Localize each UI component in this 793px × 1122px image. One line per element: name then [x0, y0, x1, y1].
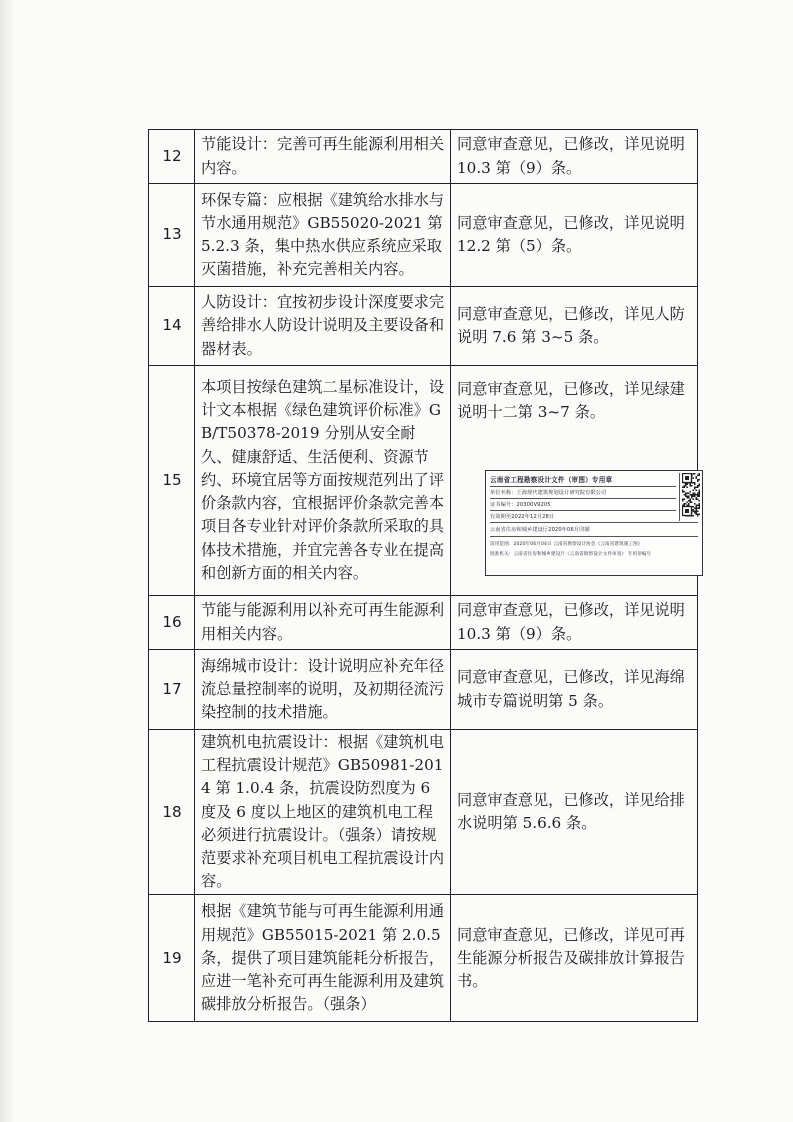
- table-row: [149, 650, 698, 730]
- review-comment: 人防设计：宜按初步设计深度要求完善给排水人防设计说明及主要设备和器材表。: [195, 287, 451, 366]
- review-comment: 环保专篇：应根据《建筑给水排水与节水通用规范》GB55020-2021 第 5.2.3 条，集中热水供应系统应采取灭菌措施，补充完善相关内容。: [195, 184, 451, 287]
- review-comment: 节能设计：完善可再生能源利用相关内容。: [195, 130, 451, 184]
- response-text: 同意审查意见，已修改，详见人防说明 7.6 第 3~5 条。: [451, 287, 698, 366]
- table-row: [149, 895, 698, 1022]
- qr-code-icon: [679, 473, 700, 521]
- row-number: 16: [149, 596, 195, 650]
- review-comment: 节能与能源利用以补充可再生能源利用相关内容。: [195, 596, 451, 650]
- response-text: 同意审查意见，已修改，详见可再生能源分析报告及碳排放计算报告书。: [451, 895, 698, 1022]
- stamp-divider: [490, 536, 698, 537]
- row-number: 14: [149, 287, 195, 366]
- row-number: 18: [149, 730, 195, 895]
- review-comment: 本项目按绿色建筑二星标准设计，设计文本根据《绿色建筑评价标准》GB/T50378-2019 分别从安全耐久、健康舒适、生活便利、资源节约、环境宜居等方面按规范列出了评价条款内容，宜根据评价条款完善本项目各专业针对评价条款所采取的具体技术措施，并宜完善各专业在提高和创新方面的相关内容。: [195, 366, 451, 596]
- review-comment: 建筑机电抗震设计：根据《建筑机电工程抗震设计规范》GB50981-2014 第 1.0.4 条，抗震设防烈度为 6 度及 6 度以上地区的建筑机电工程必须进行抗震设计。（强条）请按规范要求补充项目机电工程抗震设计内容。: [195, 730, 451, 895]
- table-row: [149, 730, 698, 895]
- response-text: 同意审查意见，已修改，详见说明 10.3 第（9）条。: [451, 130, 698, 184]
- response-text: 同意审查意见，已修改，详见绿建说明十二第 3~7 条。: [451, 366, 698, 596]
- row-number: 19: [149, 895, 195, 1022]
- table-row: [149, 184, 698, 287]
- table-row: [149, 596, 698, 650]
- stamp-approver: 批准机关：云南省住房和城乡建设厅《云南省勘察设计文件审查》 专用章编号: [490, 552, 652, 557]
- row-number: 15: [149, 366, 195, 596]
- row-number: 17: [149, 650, 195, 730]
- stamp-divider: [490, 486, 676, 487]
- response-text: 同意审查意见，已修改，详见说明 12.2 第（5）条。: [451, 184, 698, 287]
- table-row: [149, 287, 698, 366]
- response-text: 同意审查意见，已修改，详见说明 10.3 第（9）条。: [451, 596, 698, 650]
- response-text: 同意审查意见，已修改，详见海绵城市专篇说明第 5 条。: [451, 650, 698, 730]
- stamp-issuer: 云南省住房和城乡建设厅2020年06月印制: [490, 527, 590, 533]
- row-number: 13: [149, 184, 195, 287]
- stamp-certificate-no: 证书编号：20300V9205: [490, 502, 551, 508]
- stamp-scope: 适用范围：2020年06月04日 云南省勘察设计协会《云南省建筑施工图》: [490, 542, 643, 547]
- row-number: 12: [149, 130, 195, 184]
- table-row: [149, 130, 698, 184]
- stamp-title: 云南省工程勘察设计文件（审图）专用章: [490, 476, 613, 484]
- stamp-divider: [490, 510, 676, 511]
- review-comment: 根据《建筑节能与可再生能源利用通用规范》GB55015-2021 第 2.0.5 条，提供了项目建筑能耗分析报告，应进一笔补充可再生能源利用及建筑碳排放分析报告。（强条）: [195, 895, 451, 1022]
- response-text: 同意审查意见，已修改，详见给排水说明第 5.6.6 条。: [451, 730, 698, 895]
- stamp-divider: [490, 522, 698, 523]
- scan-edge-shadow: [0, 0, 14, 1122]
- stamp-valid-until: 有效期至2022年12月28日: [490, 514, 555, 520]
- stamp-unit-name: 单位名称：上海现代建筑规划设计研究院有限公司: [490, 490, 607, 496]
- review-seal-stamp: [485, 470, 703, 576]
- stamp-divider: [490, 498, 676, 499]
- review-comment: 海绵城市设计：设计说明应补充年径流总量控制率的说明，及初期径流污染控制的技术措施。: [195, 650, 451, 730]
